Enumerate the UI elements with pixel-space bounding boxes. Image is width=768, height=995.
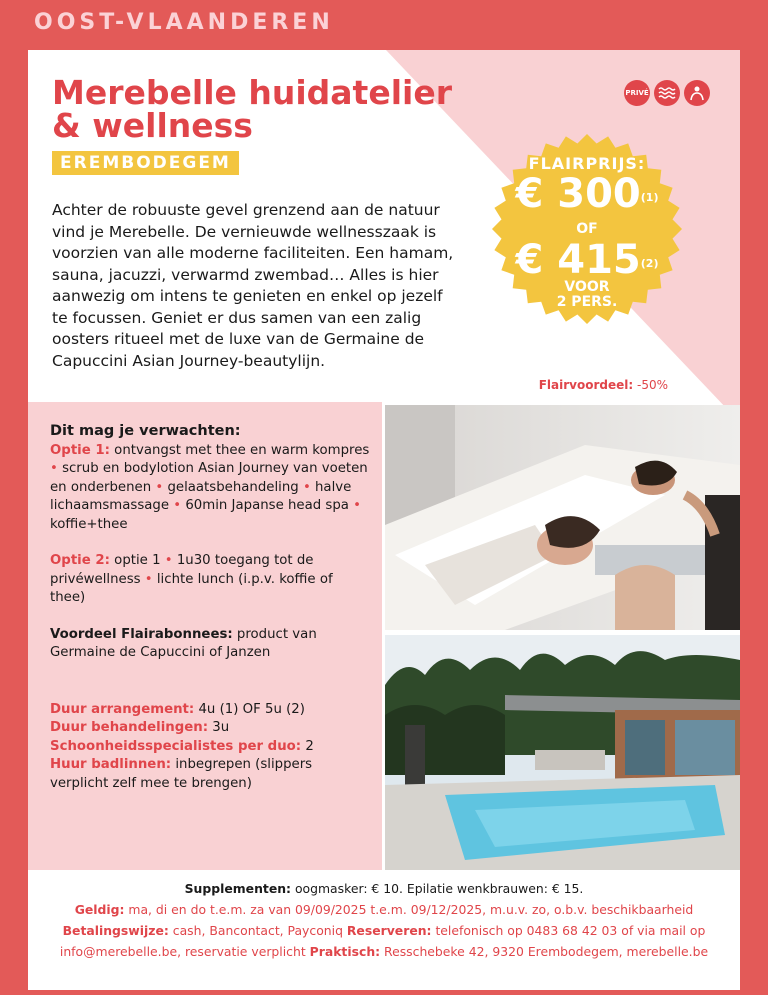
location-tag: EREMBODEGEM (52, 151, 239, 175)
price-2-value: € 415 (515, 237, 641, 283)
subscriber-benefit-label: Voordeel Flairabonnees: (50, 626, 233, 642)
practical-value: Resschebeke 42, 9320 Erembodegem, merebelle.be (380, 944, 709, 959)
option-2-label: Optie 2: (50, 553, 110, 568)
option-1-item: 60min Japanse head spa (181, 498, 354, 513)
spa-treatment-photo (385, 405, 740, 630)
offer-card (28, 50, 740, 990)
reservation-label: Reserveren: (346, 923, 432, 938)
price-badge-text (492, 134, 682, 324)
bullet: • (144, 571, 153, 587)
option-1-item: ontvangst met thee en warm kompres (109, 442, 370, 458)
price-1-footnote: (1) (640, 191, 659, 204)
bullet: • (353, 498, 361, 513)
title-line-2: & wellness (52, 106, 253, 145)
intro-text: Achter de robuuste gevel grenzend aan de natuur vind je Merebelle. De vernieuwde wellnesszaak is voorzien van alle moderne faciliteiten. Een hamam, sauna, jacuzzi, verwarmd zwembad… Alles is hier aanwezig om intens te genieten en enkel op jezelf te focussen. Geniet er dus samen van een zalig oosters ritueel met de luxe van de Germaine de Capuccini Asian Journey-beautylijn. (52, 201, 454, 370)
price-option-1 (492, 171, 682, 217)
pers-label: 2 PERS. (556, 294, 618, 310)
validity-value: ma, di en do t.e.m. za van 09/09/2025 t.e.m. 09/12/2025, m.u.v. zo, o.b.v. beschikbaarheid (124, 902, 694, 917)
facility-icons (624, 80, 710, 106)
towel-rental (50, 756, 370, 793)
bullet: • (50, 461, 58, 476)
duration-treatments (50, 719, 370, 738)
validity-label: Geldig: (74, 902, 125, 917)
page-title (52, 73, 452, 145)
prive-icon-label: PRIVÉ (625, 89, 649, 97)
flairvoordeel-value: -50% (633, 378, 668, 392)
bullet: • (164, 553, 173, 568)
footer-info (28, 872, 740, 962)
payment-value: cash, Bancontact, Payconiq (168, 923, 347, 938)
option-1-item: koffie+thee (50, 516, 128, 532)
specialists-label: Schoonheidsspecialistes per duo: (50, 738, 302, 754)
flairvoordeel (539, 378, 668, 392)
validity-line (28, 899, 740, 920)
price-2-footnote: (2) (640, 257, 659, 270)
bullet: • (155, 479, 164, 495)
option-1-text (50, 442, 370, 535)
expectations-section (50, 422, 370, 793)
option-1-label: Optie 1: (50, 442, 110, 458)
specialists-per-duo (50, 738, 370, 757)
treatments-value: 3u (208, 720, 230, 735)
massage-icon (684, 80, 710, 106)
region-header: OOST-VLAANDEREN (34, 10, 334, 35)
payment-label: Betalingswijze: (62, 923, 169, 938)
specialists-value: 2 (301, 738, 314, 754)
reservation-value: telefonisch op 0483 68 42 03 of via mail op info@merebelle.be, reservatie verplicht (59, 923, 706, 959)
supplements-value: oogmasker: € 10. Epilatie wenkbrauwen: € 15. (291, 881, 584, 896)
bullet: • (173, 498, 182, 513)
swimming-pool-photo (385, 635, 740, 870)
bullet: • (302, 479, 311, 495)
subscriber-benefit-text: product van Germaine de Capuccini of Janzen (50, 626, 317, 660)
option-1-item: gelaatsbehandeling (163, 479, 303, 495)
persons-label (492, 280, 682, 310)
duration-arrangement (50, 701, 370, 720)
duration-label: Duur arrangement: (50, 701, 195, 717)
payment-reservation-line (28, 920, 740, 962)
expectations-heading: Dit mag je verwachten: (50, 423, 241, 439)
option-2-item: 1u30 toegang tot de privéwellness (50, 553, 314, 587)
towel-label: Huur badlinnen: (50, 757, 172, 772)
practical-label: Praktisch: (309, 944, 381, 959)
flairvoordeel-label: Flairvoordeel: (538, 378, 634, 392)
option-2-text (50, 552, 370, 608)
price-option-2 (492, 237, 682, 283)
prive-icon (624, 80, 650, 106)
treatments-label: Duur behandelingen: (50, 720, 209, 735)
duration-value: 4u (1) OF 5u (2) (194, 701, 305, 717)
option-2-item: lichte lunch (i.p.v. koffie of thee) (50, 571, 333, 605)
flairprijs-label: FLAIRPRIJS: (528, 154, 646, 173)
subscriber-benefit (50, 626, 370, 663)
towel-value: inbegrepen (slippers verplicht zelf mee te brengen) (50, 757, 313, 791)
supplements-line (28, 878, 740, 899)
wellness-waves-icon (654, 80, 680, 106)
option-1-item: halve lichaamsmassage (50, 479, 352, 513)
option-1-item: scrub en bodylotion Asian Journey van voeten en onderbenen (50, 461, 368, 495)
supplements-label: Supplementen: (184, 881, 291, 896)
title-line-1: Merebelle huidatelier (52, 73, 452, 112)
price-1-value: € 300 (515, 171, 641, 217)
option-2-item: optie 1 (109, 553, 165, 568)
or-label: OF (576, 221, 598, 237)
voor-label: VOOR (564, 279, 610, 295)
